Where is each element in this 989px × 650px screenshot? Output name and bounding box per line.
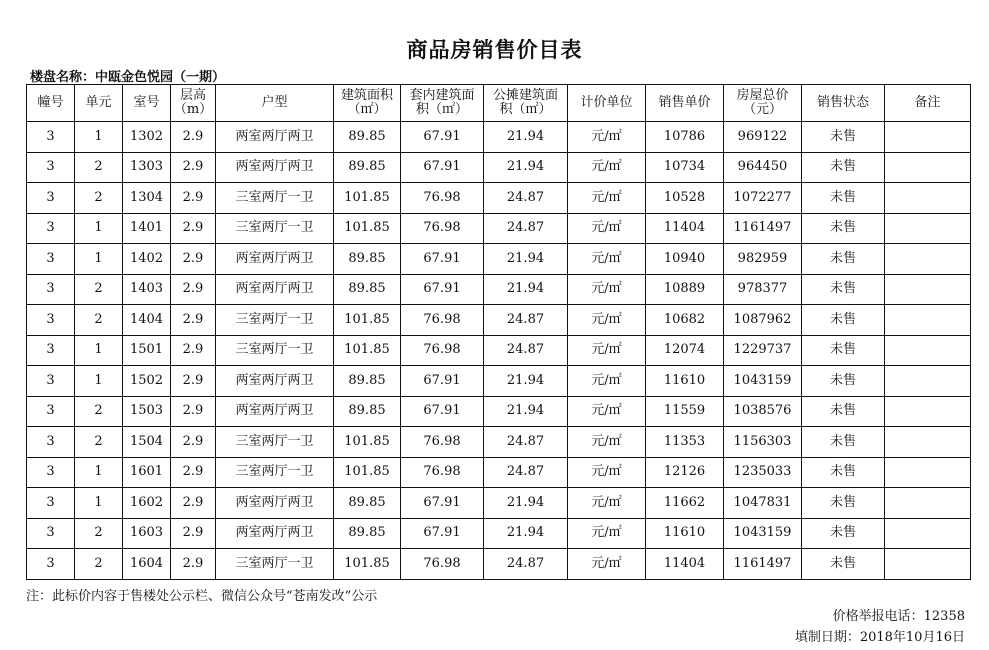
project-name: 楼盘名称：中瓯金色悦园（一期） — [30, 70, 226, 85]
table-cell: 3 — [27, 457, 75, 488]
table-cell: 21.94 — [484, 274, 568, 305]
table-cell: 1043159 — [724, 518, 802, 549]
table-cell: 2 — [75, 152, 123, 183]
table-cell: 3 — [27, 366, 75, 397]
table-cell: 1 — [75, 488, 123, 519]
table-cell — [885, 427, 971, 458]
table-cell: 2.9 — [171, 305, 216, 336]
table-cell: 1 — [75, 244, 123, 275]
table-cell: 未售 — [802, 183, 885, 214]
table-cell: 10940 — [646, 244, 724, 275]
table-cell: 67.91 — [401, 518, 484, 549]
table-cell: 3 — [27, 518, 75, 549]
table-cell: 2 — [75, 518, 123, 549]
table-cell: 11610 — [646, 518, 724, 549]
column-header-label: 房屋总价 — [736, 88, 789, 103]
table-row — [27, 274, 971, 305]
table-cell: 10682 — [646, 305, 724, 336]
table-cell: 未售 — [802, 488, 885, 519]
table-cell: 67.91 — [401, 244, 484, 275]
table-cell: 2 — [75, 427, 123, 458]
table-cell: 2 — [75, 396, 123, 427]
table-cell — [885, 274, 971, 305]
table-cell: 10889 — [646, 274, 724, 305]
table-cell: 89.85 — [334, 274, 401, 305]
table-cell: 24.87 — [484, 549, 568, 580]
table-cell: 3 — [27, 244, 75, 275]
column-header — [171, 85, 216, 122]
table-cell: 元/㎡ — [568, 305, 646, 336]
table-cell: 67.91 — [401, 122, 484, 153]
table-cell: 24.87 — [484, 305, 568, 336]
table-cell: 89.85 — [334, 122, 401, 153]
table-cell: 21.94 — [484, 518, 568, 549]
table-cell: 2.9 — [171, 488, 216, 519]
table-cell: 101.85 — [334, 549, 401, 580]
column-header — [885, 85, 971, 122]
column-header — [75, 85, 123, 122]
table-cell: 12074 — [646, 335, 724, 366]
table-cell: 2 — [75, 305, 123, 336]
table-cell: 1 — [75, 335, 123, 366]
table-cell: 67.91 — [401, 488, 484, 519]
table-cell: 67.91 — [401, 366, 484, 397]
table-cell: 24.87 — [484, 183, 568, 214]
table-cell: 三室两厅一卫 — [216, 549, 334, 580]
table-cell: 两室两厅两卫 — [216, 366, 334, 397]
table-cell: 未售 — [802, 457, 885, 488]
table-cell: 3 — [27, 122, 75, 153]
table-cell: 24.87 — [484, 427, 568, 458]
table-cell: 元/㎡ — [568, 274, 646, 305]
table-cell: 76.98 — [401, 305, 484, 336]
table-cell: 2.9 — [171, 366, 216, 397]
table-cell: 2.9 — [171, 244, 216, 275]
table-row — [27, 427, 971, 458]
table-row — [27, 488, 971, 519]
table-cell: 元/㎡ — [568, 213, 646, 244]
table-cell: 1302 — [123, 122, 171, 153]
table-cell: 未售 — [802, 396, 885, 427]
table-cell: 1504 — [123, 427, 171, 458]
table-cell — [885, 396, 971, 427]
table-cell: 10528 — [646, 183, 724, 214]
table-cell: 21.94 — [484, 152, 568, 183]
table-cell: 3 — [27, 549, 75, 580]
table-cell: 1401 — [123, 213, 171, 244]
table-cell: 21.94 — [484, 122, 568, 153]
table-cell: 3 — [27, 305, 75, 336]
table-cell: 76.98 — [401, 457, 484, 488]
table-row — [27, 396, 971, 427]
table-cell: 1087962 — [724, 305, 802, 336]
table-cell: 964450 — [724, 152, 802, 183]
table-cell: 3 — [27, 427, 75, 458]
table-cell: 元/㎡ — [568, 366, 646, 397]
table-cell: 1601 — [123, 457, 171, 488]
table-cell: 元/㎡ — [568, 427, 646, 458]
table-cell: 11610 — [646, 366, 724, 397]
table-cell: 3 — [27, 274, 75, 305]
table-cell: 1403 — [123, 274, 171, 305]
table-cell: 1043159 — [724, 366, 802, 397]
table-cell: 21.94 — [484, 366, 568, 397]
table-cell: 1602 — [123, 488, 171, 519]
table-row — [27, 152, 971, 183]
table-cell: 1 — [75, 366, 123, 397]
table-cell: 2.9 — [171, 183, 216, 214]
table-cell: 11559 — [646, 396, 724, 427]
table-row — [27, 457, 971, 488]
table-cell: 76.98 — [401, 549, 484, 580]
table-cell: 元/㎡ — [568, 457, 646, 488]
table-row — [27, 366, 971, 397]
table-cell: 3 — [27, 183, 75, 214]
column-header — [123, 85, 171, 122]
table-cell: 3 — [27, 213, 75, 244]
table-cell: 89.85 — [334, 396, 401, 427]
table-cell: 两室两厅两卫 — [216, 518, 334, 549]
table-cell: 三室两厅一卫 — [216, 305, 334, 336]
table-cell: 未售 — [802, 549, 885, 580]
price-table — [26, 84, 971, 580]
column-header — [401, 85, 484, 122]
header-row — [27, 85, 971, 122]
table-cell: 1072277 — [724, 183, 802, 214]
table-cell: 101.85 — [334, 305, 401, 336]
table-cell: 2.9 — [171, 549, 216, 580]
table-row — [27, 122, 971, 153]
table-cell: 101.85 — [334, 457, 401, 488]
table-cell: 11404 — [646, 213, 724, 244]
column-header-label: 计价单位 — [580, 95, 633, 110]
table-cell: 76.98 — [401, 427, 484, 458]
table-cell — [885, 305, 971, 336]
table-cell: 24.87 — [484, 213, 568, 244]
table-cell: 未售 — [802, 122, 885, 153]
column-header-label: 室号 — [133, 95, 160, 110]
table-cell: 1604 — [123, 549, 171, 580]
table-cell: 1501 — [123, 335, 171, 366]
table-cell: 3 — [27, 488, 75, 519]
table-cell: 10734 — [646, 152, 724, 183]
table-body — [27, 122, 971, 580]
column-header-label: 单元 — [85, 95, 112, 110]
table-cell — [885, 213, 971, 244]
table-cell: 元/㎡ — [568, 183, 646, 214]
table-cell: 未售 — [802, 305, 885, 336]
table-cell: 元/㎡ — [568, 122, 646, 153]
table-cell: 101.85 — [334, 213, 401, 244]
table-cell: 21.94 — [484, 488, 568, 519]
column-header — [216, 85, 334, 122]
column-header-label: 套内建筑面 — [409, 88, 475, 103]
table-cell: 未售 — [802, 213, 885, 244]
table-cell: 两室两厅两卫 — [216, 274, 334, 305]
table-cell: 2.9 — [171, 427, 216, 458]
table-row — [27, 549, 971, 580]
table-cell: 11353 — [646, 427, 724, 458]
column-header-label: 备注 — [914, 95, 941, 110]
table-cell: 2.9 — [171, 274, 216, 305]
table-cell: 67.91 — [401, 396, 484, 427]
table-cell: 10786 — [646, 122, 724, 153]
table-cell: 101.85 — [334, 183, 401, 214]
table-cell: 76.98 — [401, 335, 484, 366]
column-header-label: 公摊建筑面 — [492, 88, 558, 103]
table-cell: 2.9 — [171, 335, 216, 366]
table-cell: 1235033 — [724, 457, 802, 488]
table-cell: 1603 — [123, 518, 171, 549]
table-cell — [885, 366, 971, 397]
table-cell: 2 — [75, 183, 123, 214]
column-header — [646, 85, 724, 122]
table-header — [27, 85, 971, 122]
table-cell: 969122 — [724, 122, 802, 153]
table-cell: 三室两厅一卫 — [216, 427, 334, 458]
table-cell: 11404 — [646, 549, 724, 580]
table-cell: 未售 — [802, 366, 885, 397]
table-cell — [885, 335, 971, 366]
column-header-label: 户型 — [261, 95, 288, 110]
table-cell: 11662 — [646, 488, 724, 519]
table-cell: 1161497 — [724, 213, 802, 244]
table-cell: 12126 — [646, 457, 724, 488]
table-cell: 2.9 — [171, 396, 216, 427]
table-cell: 1502 — [123, 366, 171, 397]
table-cell: 67.91 — [401, 152, 484, 183]
table-cell: 未售 — [802, 244, 885, 275]
column-header-unit: （元） — [742, 102, 782, 117]
table-cell: 1503 — [123, 396, 171, 427]
table-cell: 24.87 — [484, 457, 568, 488]
table-cell: 两室两厅两卫 — [216, 152, 334, 183]
table-row — [27, 305, 971, 336]
table-row — [27, 518, 971, 549]
table-cell: 未售 — [802, 152, 885, 183]
table-cell: 元/㎡ — [568, 396, 646, 427]
table-cell: 21.94 — [484, 396, 568, 427]
column-header-unit: （m） — [173, 102, 213, 117]
table-cell: 1156303 — [724, 427, 802, 458]
price-hotline: 价格举报电话：12358 — [832, 609, 965, 624]
table-cell: 元/㎡ — [568, 152, 646, 183]
table-cell: 1 — [75, 213, 123, 244]
table-cell: 978377 — [724, 274, 802, 305]
column-header — [484, 85, 568, 122]
table-cell: 89.85 — [334, 488, 401, 519]
table-cell: 1161497 — [724, 549, 802, 580]
table-cell: 两室两厅两卫 — [216, 396, 334, 427]
column-header-label: 建筑面积 — [340, 88, 393, 103]
table-cell — [885, 549, 971, 580]
table-cell: 元/㎡ — [568, 518, 646, 549]
table-cell: 76.98 — [401, 213, 484, 244]
table-cell: 三室两厅一卫 — [216, 183, 334, 214]
table-cell: 3 — [27, 152, 75, 183]
column-header — [334, 85, 401, 122]
table-cell: 89.85 — [334, 518, 401, 549]
table-cell: 1404 — [123, 305, 171, 336]
table-cell: 三室两厅一卫 — [216, 457, 334, 488]
table-cell: 元/㎡ — [568, 335, 646, 366]
column-header-label: 销售状态 — [816, 95, 869, 110]
table-cell: 101.85 — [334, 427, 401, 458]
table-cell — [885, 518, 971, 549]
table-cell: 两室两厅两卫 — [216, 488, 334, 519]
column-header — [802, 85, 885, 122]
column-header — [568, 85, 646, 122]
table-row — [27, 244, 971, 275]
table-row — [27, 213, 971, 244]
column-header — [724, 85, 802, 122]
table-cell — [885, 183, 971, 214]
table-cell: 未售 — [802, 274, 885, 305]
table-cell: 67.91 — [401, 274, 484, 305]
table-cell: 24.87 — [484, 335, 568, 366]
table-cell: 101.85 — [334, 335, 401, 366]
column-header-label: 幢号 — [37, 95, 64, 110]
table-cell — [885, 457, 971, 488]
table-cell: 1038576 — [724, 396, 802, 427]
fill-date: 填制日期：2018年10月16日 — [794, 630, 965, 645]
table-cell — [885, 122, 971, 153]
table-cell: 89.85 — [334, 152, 401, 183]
column-header-unit: 积（㎡） — [415, 102, 468, 117]
table-cell: 1304 — [123, 183, 171, 214]
table-cell: 1229737 — [724, 335, 802, 366]
table-cell: 未售 — [802, 518, 885, 549]
table-cell: 三室两厅一卫 — [216, 335, 334, 366]
table-cell: 2.9 — [171, 122, 216, 153]
table-cell: 2 — [75, 549, 123, 580]
table-cell: 未售 — [802, 335, 885, 366]
table-cell: 元/㎡ — [568, 244, 646, 275]
table-cell: 1047831 — [724, 488, 802, 519]
table-cell — [885, 152, 971, 183]
table-cell: 2.9 — [171, 457, 216, 488]
table-cell: 1 — [75, 122, 123, 153]
table-cell: 元/㎡ — [568, 488, 646, 519]
table-cell: 1402 — [123, 244, 171, 275]
column-header — [27, 85, 75, 122]
table-cell: 982959 — [724, 244, 802, 275]
table-cell: 89.85 — [334, 366, 401, 397]
table-cell: 三室两厅一卫 — [216, 213, 334, 244]
table-row — [27, 183, 971, 214]
table-cell: 两室两厅两卫 — [216, 122, 334, 153]
column-header-unit: （㎡） — [347, 102, 387, 117]
table-cell: 3 — [27, 335, 75, 366]
table-cell — [885, 488, 971, 519]
table-cell: 2.9 — [171, 518, 216, 549]
column-header-unit: 积（㎡） — [499, 102, 552, 117]
column-header-label: 销售单价 — [658, 95, 711, 110]
table-cell — [885, 244, 971, 275]
table-cell: 3 — [27, 396, 75, 427]
table-cell: 1 — [75, 457, 123, 488]
table-cell: 2 — [75, 274, 123, 305]
footer-note: 注：此标价内容于售楼处公示栏、微信公众号“苍南发改”公示 — [26, 589, 378, 604]
table-cell: 元/㎡ — [568, 549, 646, 580]
table-cell: 2.9 — [171, 152, 216, 183]
column-header-label: 层高 — [179, 88, 206, 103]
table-row — [27, 335, 971, 366]
table-cell: 两室两厅两卫 — [216, 244, 334, 275]
table-cell: 未售 — [802, 427, 885, 458]
page-title: 商品房销售价目表 — [406, 38, 583, 62]
table-cell: 89.85 — [334, 244, 401, 275]
table-cell: 76.98 — [401, 183, 484, 214]
table-cell: 1303 — [123, 152, 171, 183]
table-cell: 2.9 — [171, 213, 216, 244]
table-cell: 21.94 — [484, 244, 568, 275]
